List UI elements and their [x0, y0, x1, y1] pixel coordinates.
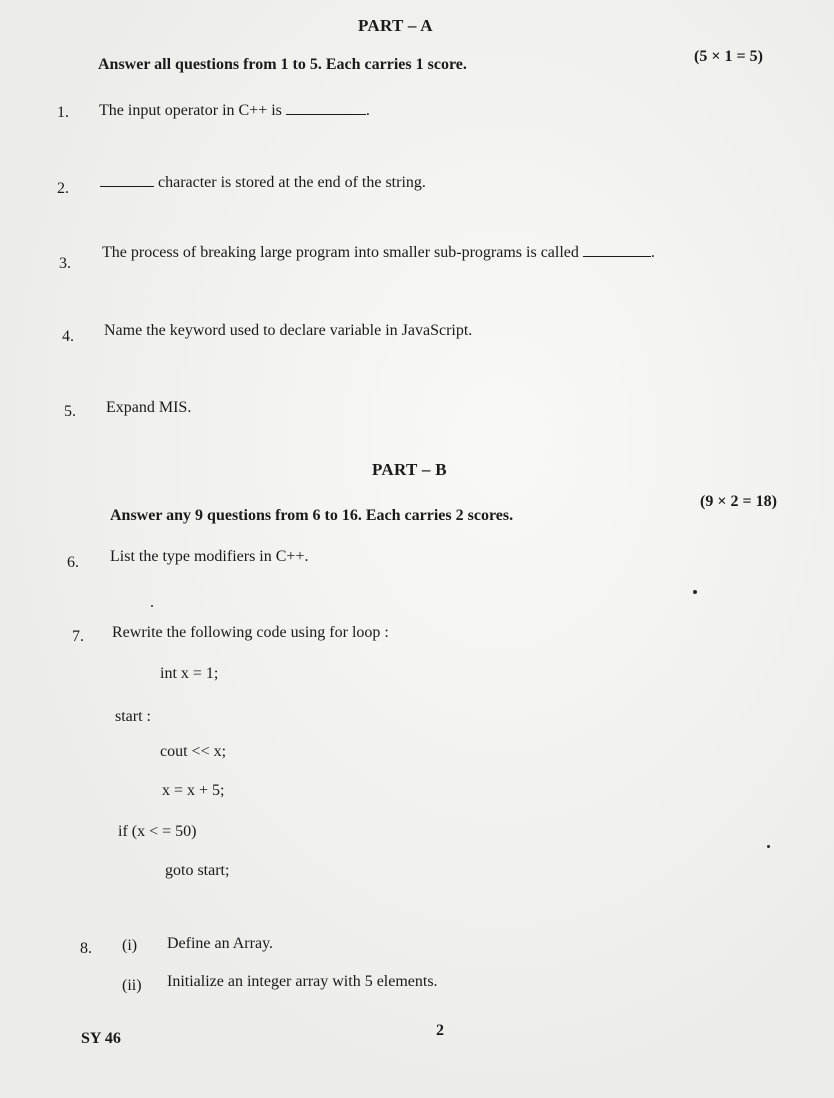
code-line: goto start;	[165, 862, 230, 879]
question-number: 4.	[62, 328, 74, 345]
page-number: 2	[436, 1022, 444, 1039]
code-line: int x = 1;	[160, 665, 219, 682]
part-b-heading: PART – B	[372, 460, 447, 479]
code-line: cout << x;	[160, 743, 227, 760]
question-text: Expand MIS.	[106, 399, 192, 416]
code-line: if (x < = 50)	[118, 823, 197, 840]
question-number: 1.	[57, 104, 69, 121]
code-line: x = x + 5;	[162, 782, 225, 799]
fill-in-blank	[583, 242, 651, 257]
question-text-before: The input operator in C++ is	[99, 102, 282, 119]
question-number: 2.	[57, 180, 69, 197]
part-a-score: (5 × 1 = 5)	[694, 48, 763, 65]
sub-question-label: (ii)	[122, 977, 142, 994]
question-number: 5.	[64, 403, 76, 420]
part-a-instruction: Answer all questions from 1 to 5. Each carries 1 score.	[98, 56, 467, 73]
question-text-after: .	[650, 244, 655, 261]
question-text: Name the keyword used to declare variable in JavaScript.	[104, 322, 473, 339]
question-text	[99, 100, 370, 120]
question-number: 3.	[59, 255, 71, 272]
part-a-heading: PART – A	[358, 16, 433, 35]
sub-question-text: Initialize an integer array with 5 elements.	[167, 973, 438, 990]
question-number: 8.	[80, 940, 92, 957]
code-label: start :	[115, 708, 151, 725]
question-text: List the type modifiers in C++.	[110, 548, 309, 565]
fill-in-blank	[100, 172, 154, 187]
question-text	[100, 172, 426, 192]
question-number: 7.	[72, 628, 84, 645]
scan-speck	[767, 845, 770, 848]
sub-question-label: (i)	[122, 937, 138, 954]
scan-speck	[151, 605, 153, 607]
part-b-score: (9 × 2 = 18)	[700, 493, 777, 510]
question-text-before: The process of breaking large program into smaller sub-programs is called	[102, 244, 579, 261]
question-text: Rewrite the following code using for loop :	[112, 624, 389, 641]
question-text	[102, 242, 655, 262]
question-text-after: character is stored at the end of the string.	[158, 174, 426, 191]
question-number: 6.	[67, 554, 79, 571]
paper-code: SY 46	[81, 1030, 121, 1047]
scan-speck	[693, 590, 697, 594]
part-b-instruction: Answer any 9 questions from 6 to 16. Each carries 2 scores.	[110, 507, 514, 524]
fill-in-blank	[286, 100, 366, 115]
question-text-after: .	[365, 102, 370, 119]
sub-question-text: Define an Array.	[167, 935, 274, 952]
